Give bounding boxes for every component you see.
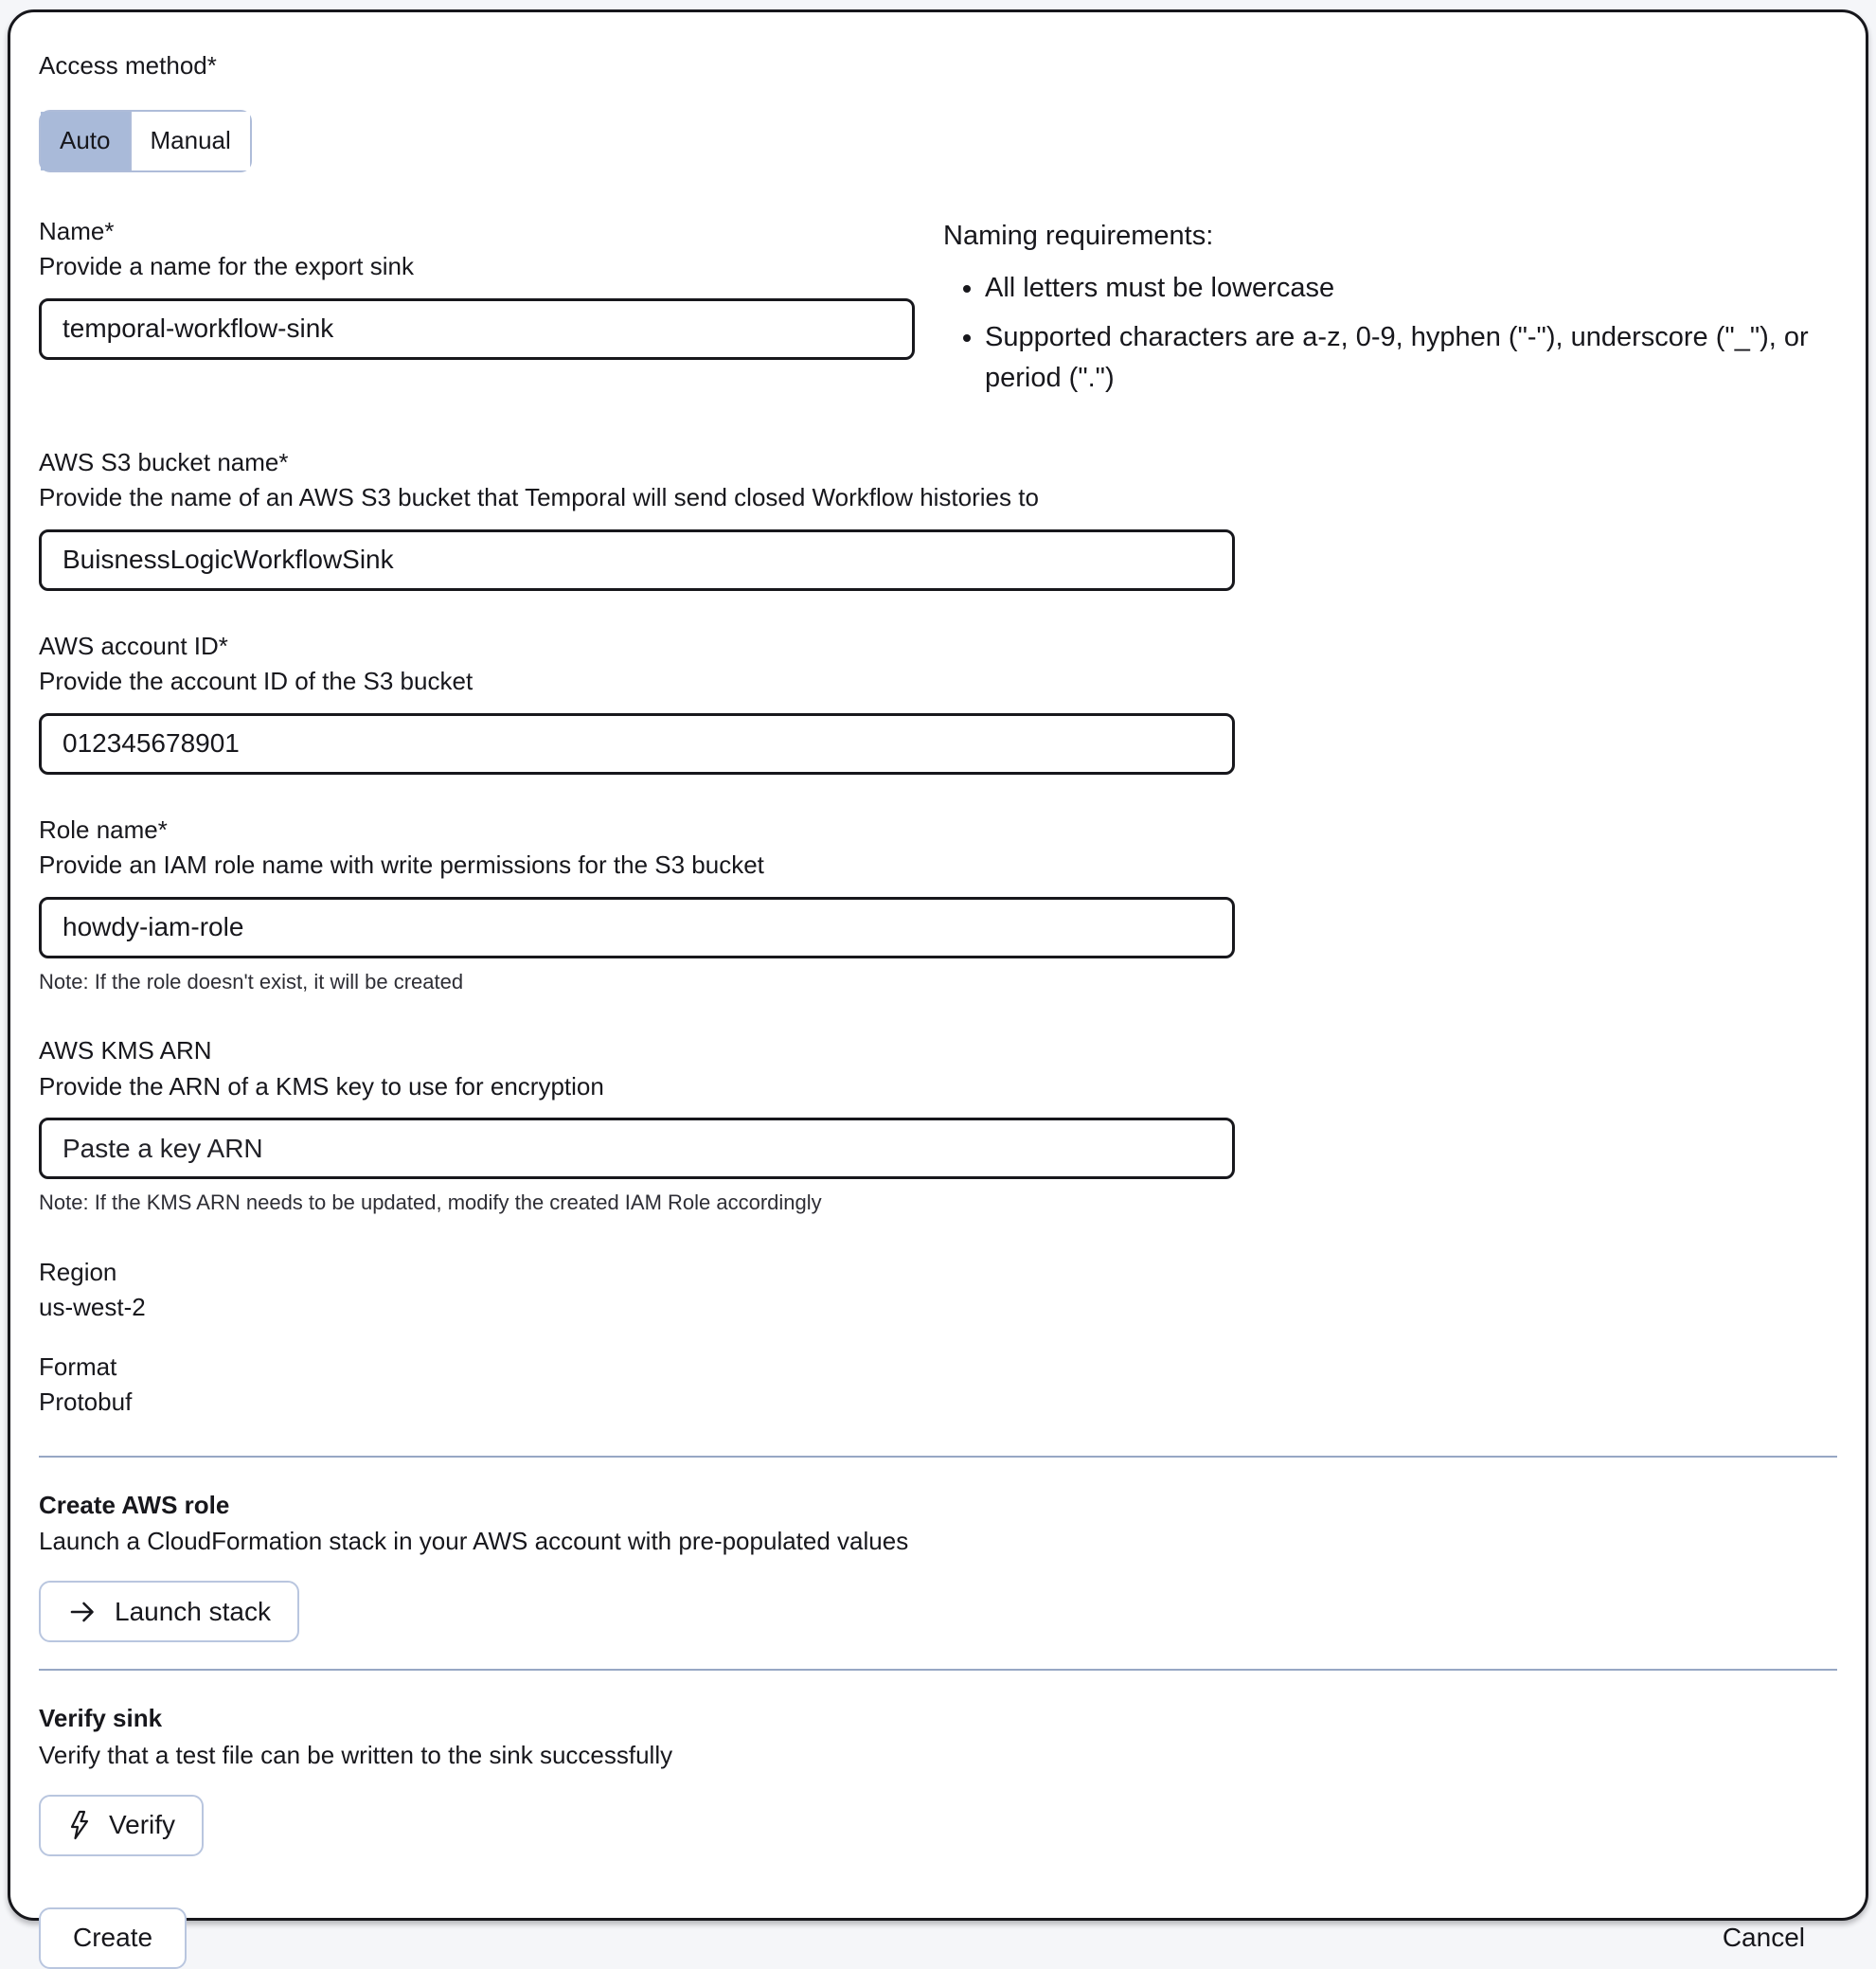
name-and-requirements-row bbox=[39, 216, 1837, 407]
access-method-toggle bbox=[39, 110, 252, 172]
naming-requirements-list bbox=[943, 268, 1837, 400]
format-label: Format bbox=[39, 1351, 117, 1381]
role-name-label: Role name* bbox=[39, 814, 168, 844]
role-name-description: Provide an IAM role name with write permissions for the S3 bucket bbox=[39, 850, 764, 879]
region-label: Region bbox=[39, 1257, 117, 1286]
kms-arn-description: Provide the ARN of a KMS key to use for encryption bbox=[39, 1071, 604, 1101]
create-aws-role-title: Create AWS role bbox=[39, 1490, 230, 1519]
launch-stack-button-label: Launch stack bbox=[115, 1596, 271, 1626]
lightning-bolt-icon bbox=[67, 1810, 92, 1840]
verify-sink-section bbox=[39, 1703, 1837, 1883]
naming-requirement-item: • Supported characters are a-z, 0-9, hyphen ("-"), underscore ("_"), or period (".") bbox=[985, 317, 1837, 400]
export-sink-form-card bbox=[8, 9, 1868, 1953]
access-method-label: Access method* bbox=[39, 51, 217, 80]
s3-bucket-field bbox=[39, 447, 1837, 591]
kms-arn-label: AWS KMS ARN bbox=[39, 1036, 212, 1065]
launch-stack-button[interactable] bbox=[39, 1581, 299, 1642]
create-button-label: Create bbox=[73, 1923, 153, 1953]
name-field bbox=[39, 216, 915, 360]
s3-bucket-input[interactable] bbox=[39, 529, 1235, 591]
region-readonly bbox=[39, 1257, 1837, 1323]
verify-button[interactable] bbox=[39, 1795, 204, 1856]
create-aws-role-description: Launch a CloudFormation stack in your AWS account with pre-populated values bbox=[39, 1527, 909, 1556]
naming-requirements-title: Naming requirements: bbox=[943, 220, 1214, 251]
name-label: Name* bbox=[39, 216, 115, 245]
cancel-button[interactable]: Cancel bbox=[1722, 1923, 1805, 1953]
account-id-label: AWS account ID* bbox=[39, 631, 228, 660]
naming-requirement-item: • All letters must be lowercase bbox=[985, 268, 1837, 310]
format-readonly bbox=[39, 1351, 1837, 1418]
region-value: us-west-2 bbox=[39, 1293, 146, 1322]
create-button[interactable] bbox=[39, 1907, 187, 1969]
section-divider bbox=[39, 1456, 1837, 1458]
account-id-input[interactable] bbox=[39, 713, 1235, 775]
name-input[interactable] bbox=[39, 298, 915, 360]
kms-arn-field bbox=[39, 1035, 1837, 1217]
role-name-input[interactable] bbox=[39, 897, 1235, 958]
kms-arn-input[interactable] bbox=[39, 1118, 1235, 1179]
form-actions bbox=[39, 1907, 1837, 1969]
account-id-description: Provide the account ID of the S3 bucket bbox=[39, 667, 473, 695]
access-method-option-manual[interactable]: Manual bbox=[130, 112, 250, 170]
verify-sink-title: Verify sink bbox=[39, 1704, 163, 1733]
naming-requirements bbox=[943, 216, 1837, 407]
account-id-field bbox=[39, 631, 1837, 775]
name-description: Provide a name for the export sink bbox=[39, 252, 414, 280]
section-divider bbox=[39, 1669, 1837, 1671]
format-value: Protobuf bbox=[39, 1387, 133, 1417]
role-name-note: Note: If the role doesn't exist, it will be created bbox=[39, 969, 464, 993]
access-method-option-auto[interactable]: Auto bbox=[41, 112, 130, 170]
s3-bucket-description: Provide the name of an AWS S3 bucket that Temporal will send closed Workflow histories to bbox=[39, 483, 1039, 511]
kms-arn-note: Note: If the KMS ARN needs to be updated, modify the created IAM Role accordingly bbox=[39, 1190, 822, 1215]
verify-sink-description: Verify that a test file can be written to the sink successfully bbox=[39, 1741, 673, 1770]
verify-button-label: Verify bbox=[109, 1810, 176, 1840]
s3-bucket-label: AWS S3 bucket name* bbox=[39, 447, 289, 476]
create-aws-role-section bbox=[39, 1490, 1837, 1670]
arrow-right-icon bbox=[67, 1597, 98, 1627]
role-name-field bbox=[39, 814, 1837, 996]
